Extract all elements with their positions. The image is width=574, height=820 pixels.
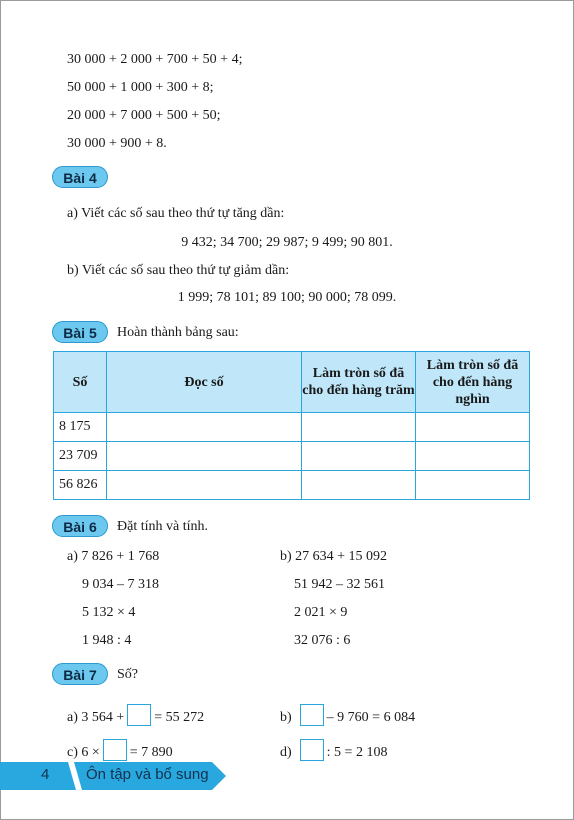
page-number: 4 — [41, 766, 50, 783]
bai6-right-3: 2 021 × 9 — [294, 605, 348, 620]
table-header-so: Số — [54, 352, 107, 413]
table-cell-blank[interactable] — [302, 413, 416, 442]
table-cell-number: 56 826 — [54, 471, 107, 500]
exercise-badge-5: Bài 5 — [52, 321, 108, 343]
table-row — [54, 471, 530, 500]
answer-box-d[interactable] — [300, 739, 324, 761]
table-row — [54, 413, 530, 442]
answer-box-b[interactable] — [300, 704, 324, 726]
table-cell-blank[interactable] — [107, 471, 302, 500]
table-cell-blank[interactable] — [416, 471, 530, 500]
bai4-numbers-a: 9 432; 34 700; 29 987; 9 499; 90 801. — [181, 235, 393, 250]
bai7-equation-c — [67, 739, 173, 762]
footer-chapter-title: Ôn tập và bổ sung — [86, 766, 209, 783]
bai7-d-left: d) — [280, 745, 292, 760]
table-header-round-thousands: Làm tròn số đã cho đến hàng nghìn — [416, 352, 530, 413]
table-cell-blank[interactable] — [416, 413, 530, 442]
table-cell-blank[interactable] — [107, 413, 302, 442]
intro-line-2: 50 000 + 1 000 + 300 + 8; — [67, 80, 214, 95]
bai7-equation-b — [280, 704, 415, 727]
bai7-b-right: – 9 760 = 6 084 — [326, 710, 416, 725]
bai6-right-4: 32 076 : 6 — [294, 633, 351, 648]
bai6-right-1: b) 27 634 + 15 092 — [280, 549, 388, 564]
table-cell-blank[interactable] — [107, 442, 302, 471]
bai7-a-right: = 55 272 — [154, 710, 205, 725]
intro-line-3: 20 000 + 7 000 + 500 + 50; — [67, 108, 221, 123]
bai7-d-right: : 5 = 2 108 — [326, 745, 388, 760]
table-header-row — [54, 352, 530, 413]
bai7-equation-d — [280, 739, 387, 762]
bai7-instruction: Số? — [117, 667, 138, 682]
bai6-left-4: 1 948 : 4 — [82, 633, 132, 648]
bai6-right-2: 51 942 – 32 561 — [294, 577, 385, 592]
bai4-question-a: a) Viết các số sau theo thứ tự tăng dần: — [67, 206, 285, 221]
bai7-a-left: a) 3 564 + — [67, 710, 125, 725]
table-cell-blank[interactable] — [302, 442, 416, 471]
exercise-badge-7: Bài 7 — [52, 663, 108, 685]
intro-line-1: 30 000 + 2 000 + 700 + 50 + 4; — [67, 52, 243, 67]
bai4-numbers-b: 1 999; 78 101; 89 100; 90 000; 78 099. — [177, 290, 397, 305]
exercise-badge-6: Bài 6 — [52, 515, 108, 537]
table-cell-blank[interactable] — [302, 471, 416, 500]
intro-line-4: 30 000 + 900 + 8. — [67, 136, 167, 151]
bai4-question-b: b) Viết các số sau theo thứ tự giảm dần: — [67, 263, 290, 278]
answer-box-c[interactable] — [103, 739, 127, 761]
page-footer-band — [0, 762, 226, 790]
table-header-round-hundreds: Làm tròn số đã cho đến hàng trăm — [302, 352, 416, 413]
table-header-doc-so: Đọc số — [107, 352, 302, 413]
rounding-table — [53, 351, 530, 500]
exercise-badge-4: Bài 4 — [52, 166, 108, 188]
bai6-instruction: Đặt tính và tính. — [117, 519, 208, 534]
table-cell-blank[interactable] — [416, 442, 530, 471]
bai7-equation-a — [67, 704, 204, 727]
bai7-c-left: c) 6 × — [67, 745, 100, 760]
table-cell-number: 8 175 — [54, 413, 107, 442]
bai7-c-right: = 7 890 — [129, 745, 173, 760]
bai6-left-2: 9 034 – 7 318 — [82, 577, 159, 592]
bai6-left-1: a) 7 826 + 1 768 — [67, 549, 160, 564]
table-row — [54, 442, 530, 471]
table-cell-number: 23 709 — [54, 442, 107, 471]
bai6-left-3: 5 132 × 4 — [82, 605, 136, 620]
answer-box-a[interactable] — [127, 704, 151, 726]
bai5-instruction: Hoàn thành bảng sau: — [117, 325, 239, 340]
bai7-b-left: b) — [280, 710, 292, 725]
